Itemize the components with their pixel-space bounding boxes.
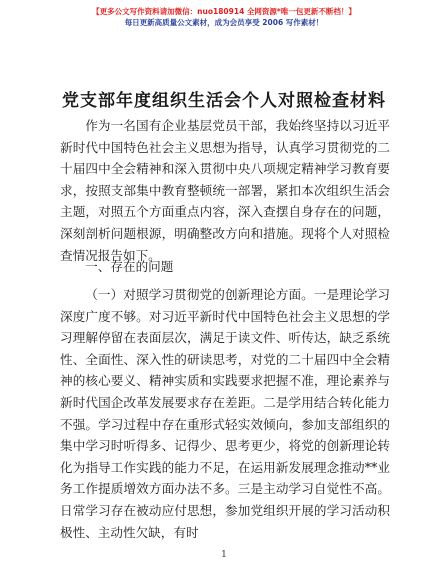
promo-banner (0, 6, 448, 28)
section-heading-block (60, 256, 390, 278)
document-title: 党支部年度组织生活会个人对照检查材料 (62, 91, 386, 111)
intro-paragraph: 作为一名国有企业基层党员干部，我始终坚持以习近平新时代中国特色社会主义思想为指导，认真学习贯彻党的二十届四中全会精神和深入贯彻中央八项规定精神学习教育要求，按照支部集中教育整顿统一部署，紧扣本次组织生活会主题，对照五个方面重点内容，深入查摆自身存在的问题，深刻剖析问题根源，明确整改方向和措施。现将个人对照检查情况报告如下。 (60, 118, 390, 263)
page-number: 1 (221, 550, 227, 560)
section-paragraph: （一）对照学习贯彻党的创新理论方面。一是理论学习深度广度不够。对习近平新时代中国特色社会主义思想的学习理解停留在表面层次，满足于读文件、听传达，缺乏系统性、全面性、深入性的研读思考，对党的二十届四中全会精神的核心要义、精神实质和实践要求把握不准，理论素养与新时代国企改革发展要求存在差距。二是学用结合转化能力不强。学习过程中存在重形式轻实效倾向，参加支部组织的集中学习时听得多、记得少、思考更少，将党的创新理论转化为指导工作实践的能力不足，在运用新发展理念推动**业务工作提质增效方面办法不多。三是主动学习自觉性不高。日常学习存在被动应付思想，参加党组织开展的学习活动积极性、主动性欠缺，有时 (60, 287, 390, 540)
section-body-block (60, 284, 390, 543)
promo-banner-line-2: 每日更新高质量公文素材，成为会员享受 2006 写作素材！ (124, 18, 324, 27)
intro-block (60, 115, 390, 266)
section-heading: 一、存在的问题 (85, 259, 174, 274)
promo-banner-line-1: 【更多公文写作资料请加微信：nuo180914 全网资源*唯一包更新不断档！】 (92, 7, 356, 16)
